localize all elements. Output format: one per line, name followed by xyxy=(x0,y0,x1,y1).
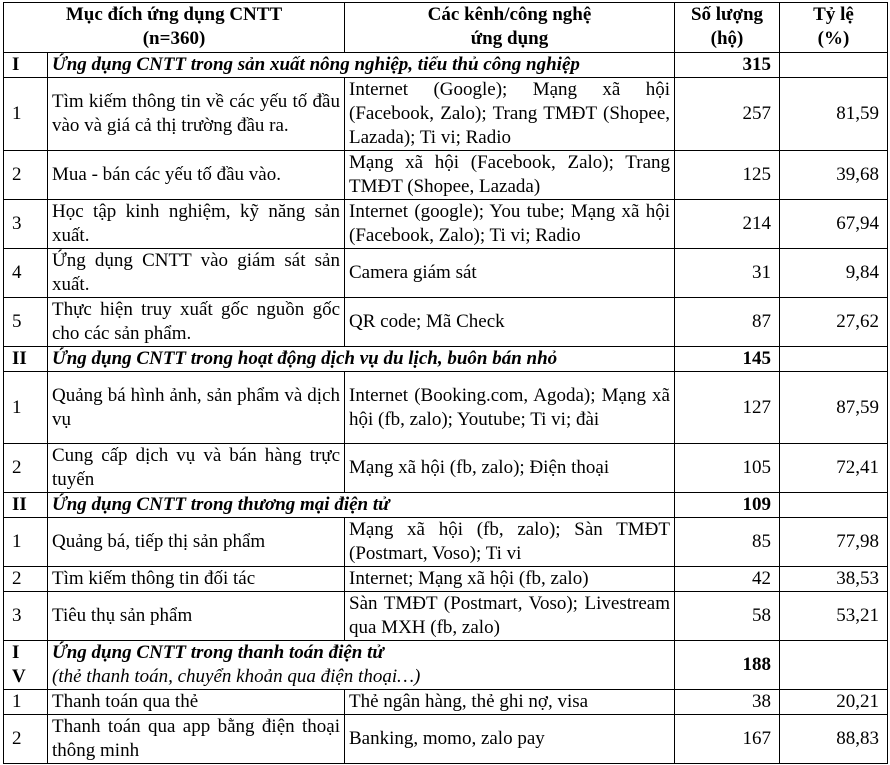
row-number: 1 xyxy=(4,372,48,444)
row-purpose: Cung cấp dịch vụ và bán hàng trực tuyến xyxy=(48,444,345,493)
row-rate: 87,59 xyxy=(780,372,888,444)
section-title-text: Ứng dụng CNTT trong sản xuất nông nghiệp, tiểu thủ công nghiệp xyxy=(52,54,580,75)
section-row xyxy=(4,641,888,690)
section-rate xyxy=(780,493,888,518)
section-rate xyxy=(780,53,888,78)
row-channels: Internet (Google); Mạng xã hội (Facebook, Zalo); Trang TMĐT (Shopee, Lazada); Ti vi; Radio xyxy=(345,78,675,151)
row-channels: Mạng xã hội (Facebook, Zalo); Trang TMĐT (Shopee, Lazada) xyxy=(345,151,675,200)
table-row xyxy=(4,690,888,715)
row-count: 125 xyxy=(675,151,780,200)
section-count: 315 xyxy=(675,53,780,78)
section-row xyxy=(4,493,888,518)
row-purpose: Mua - bán các yếu tố đầu vào. xyxy=(48,151,345,200)
section-number: I xyxy=(4,53,48,78)
row-purpose: Quảng bá hình ảnh, sản phẩm và dịch vụ xyxy=(48,372,345,444)
row-rate: 77,98 xyxy=(780,518,888,567)
row-count: 127 xyxy=(675,372,780,444)
row-number: 2 xyxy=(4,567,48,592)
row-count: 31 xyxy=(675,249,780,298)
row-channels: Internet (google); You tube; Mạng xã hội (Facebook, Zalo); Ti vi; Radio xyxy=(345,200,675,249)
section-count: 188 xyxy=(675,641,780,690)
section-title xyxy=(48,347,675,372)
table-row xyxy=(4,151,888,200)
section-number: II xyxy=(4,347,48,372)
row-purpose: Thanh toán qua thẻ xyxy=(48,690,345,715)
row-count: 85 xyxy=(675,518,780,567)
row-channels: Mạng xã hội (fb, zalo); Sàn TMĐT (Postmart, Voso); Ti vi xyxy=(345,518,675,567)
header-rate: Tỷ lệ (%) xyxy=(780,3,888,53)
row-channels: QR code; Mã Check xyxy=(345,298,675,347)
it-application-table xyxy=(3,2,888,764)
row-rate: 53,21 xyxy=(780,592,888,641)
row-purpose: Tiêu thụ sản phẩm xyxy=(48,592,345,641)
row-purpose: Tìm kiếm thông tin về các yếu tố đầu vào và giá cả thị trường đầu ra. xyxy=(48,78,345,151)
section-title-text: Ứng dụng CNTT trong thanh toán điện tử xyxy=(52,642,384,663)
section-number: II xyxy=(4,493,48,518)
row-number: 1 xyxy=(4,78,48,151)
row-number: 2 xyxy=(4,151,48,200)
row-rate: 72,41 xyxy=(780,444,888,493)
row-channels: Internet; Mạng xã hội (fb, zalo) xyxy=(345,567,675,592)
row-number: 3 xyxy=(4,200,48,249)
row-rate: 27,62 xyxy=(780,298,888,347)
table-row xyxy=(4,298,888,347)
section-title xyxy=(48,53,675,78)
section-title xyxy=(48,641,675,690)
table-row xyxy=(4,78,888,151)
section-title-text: Ứng dụng CNTT trong hoạt động dịch vụ du lịch, buôn bán nhỏ xyxy=(52,348,558,369)
row-number: 5 xyxy=(4,298,48,347)
section-title-text: Ứng dụng CNTT trong thương mại điện tử xyxy=(52,494,390,515)
table-row xyxy=(4,200,888,249)
table-row xyxy=(4,249,888,298)
table-row xyxy=(4,372,888,444)
row-rate: 20,21 xyxy=(780,690,888,715)
row-number: 2 xyxy=(4,715,48,764)
row-count: 214 xyxy=(675,200,780,249)
row-count: 167 xyxy=(675,715,780,764)
row-purpose: Học tập kinh nghiệm, kỹ năng sản xuất. xyxy=(48,200,345,249)
row-number: 4 xyxy=(4,249,48,298)
table-row xyxy=(4,518,888,567)
row-channels: Mạng xã hội (fb, zalo); Điện thoại xyxy=(345,444,675,493)
header-count: Số lượng (hộ) xyxy=(675,3,780,53)
section-row xyxy=(4,347,888,372)
row-rate: 67,94 xyxy=(780,200,888,249)
table-header-row xyxy=(4,3,888,53)
row-purpose: Quảng bá, tiếp thị sản phẩm xyxy=(48,518,345,567)
row-count: 105 xyxy=(675,444,780,493)
row-channels: Internet (Booking.com, Agoda); Mạng xã hội (fb, zalo); Youtube; Ti vi; đài xyxy=(345,372,675,444)
row-rate: 88,83 xyxy=(780,715,888,764)
row-channels: Thẻ ngân hàng, thẻ ghi nợ, visa xyxy=(345,690,675,715)
row-count: 38 xyxy=(675,690,780,715)
row-count: 42 xyxy=(675,567,780,592)
row-number: 3 xyxy=(4,592,48,641)
section-count: 109 xyxy=(675,493,780,518)
header-channels: Các kênh/công nghệ ứng dụng xyxy=(345,3,675,53)
table-row xyxy=(4,444,888,493)
table-row xyxy=(4,715,888,764)
row-count: 257 xyxy=(675,78,780,151)
row-rate: 81,59 xyxy=(780,78,888,151)
row-purpose: Thanh toán qua app bằng điện thoại thông minh xyxy=(48,715,345,764)
table-row xyxy=(4,567,888,592)
table-body xyxy=(4,53,888,764)
row-number: 1 xyxy=(4,690,48,715)
section-subtitle: (thẻ thanh toán, chuyển khoản qua điện thoại…) xyxy=(52,666,421,687)
section-rate xyxy=(780,347,888,372)
row-number: 1 xyxy=(4,518,48,567)
section-number: I V xyxy=(4,641,48,690)
row-purpose: Thực hiện truy xuất gốc nguồn gốc cho các sản phẩm. xyxy=(48,298,345,347)
row-purpose: Tìm kiếm thông tin đối tác xyxy=(48,567,345,592)
row-rate: 9,84 xyxy=(780,249,888,298)
row-channels: Camera giám sát xyxy=(345,249,675,298)
row-channels: Banking, momo, zalo pay xyxy=(345,715,675,764)
header-purpose: Mục đích ứng dụng CNTT (n=360) xyxy=(4,3,345,53)
table-row xyxy=(4,592,888,641)
section-row xyxy=(4,53,888,78)
section-rate xyxy=(780,641,888,690)
row-count: 87 xyxy=(675,298,780,347)
row-number: 2 xyxy=(4,444,48,493)
row-purpose: Ứng dụng CNTT vào giám sát sản xuất. xyxy=(48,249,345,298)
row-channels: Sàn TMĐT (Postmart, Voso); Livestream qua MXH (fb, zalo) xyxy=(345,592,675,641)
row-count: 58 xyxy=(675,592,780,641)
row-rate: 38,53 xyxy=(780,567,888,592)
section-title xyxy=(48,493,675,518)
section-count: 145 xyxy=(675,347,780,372)
row-rate: 39,68 xyxy=(780,151,888,200)
